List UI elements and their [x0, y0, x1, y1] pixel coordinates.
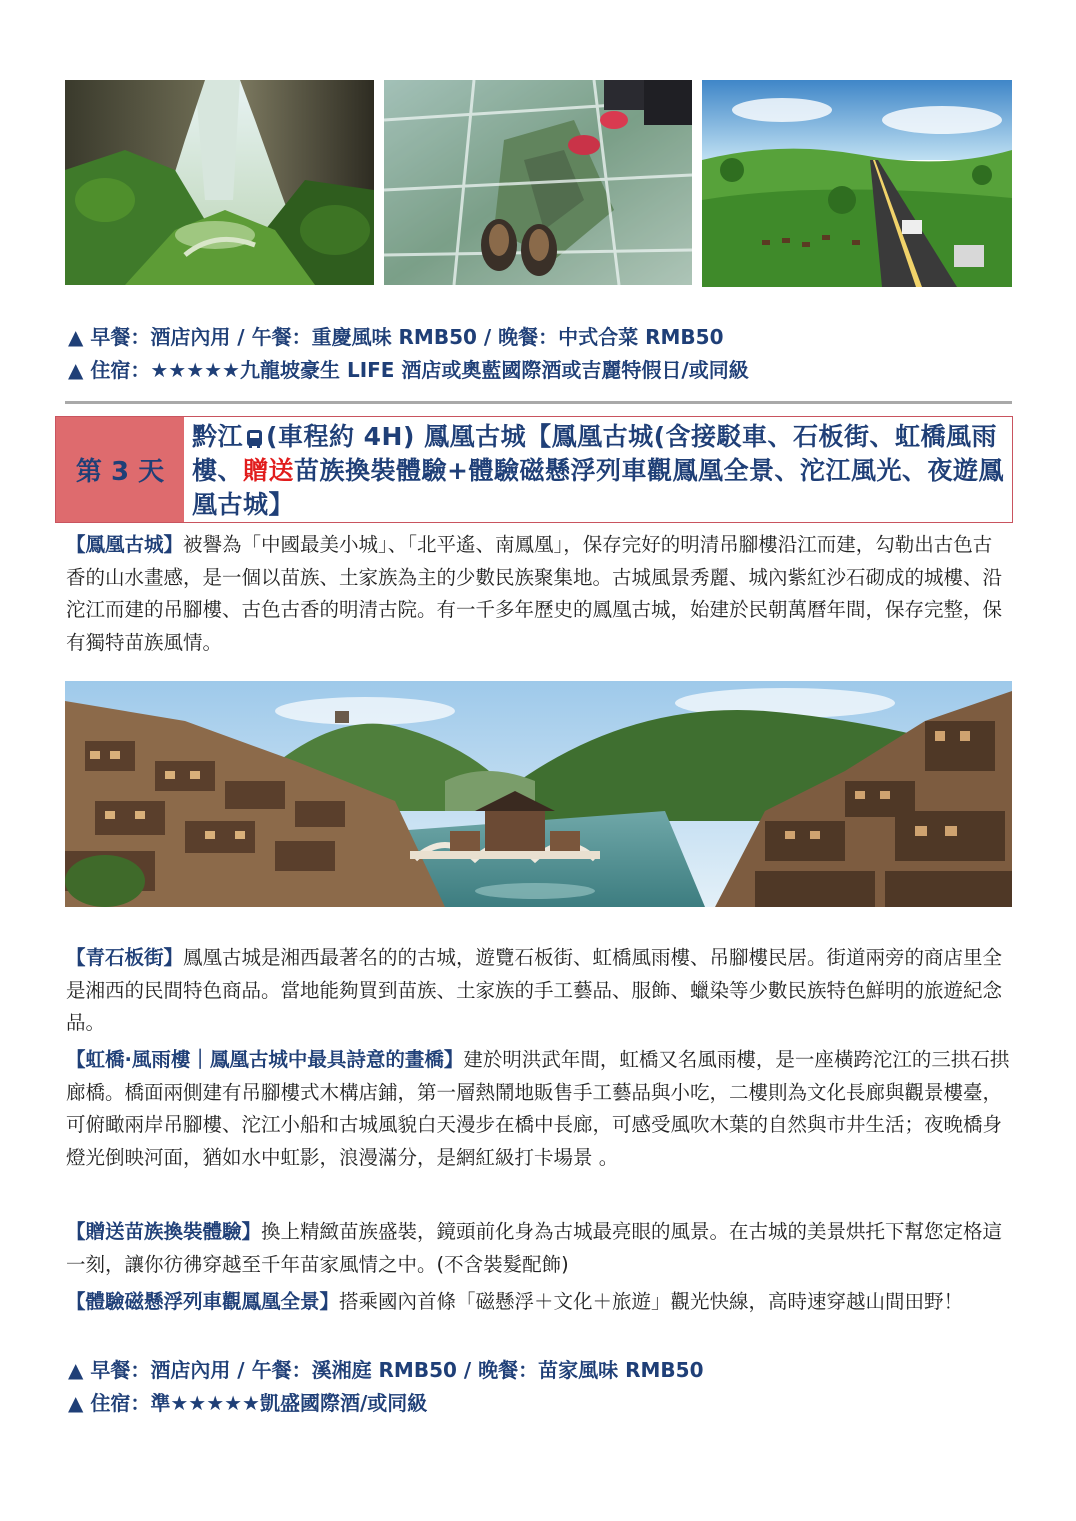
rainbow-bridge-text: 建於明洪武年間，虹橋又名風雨樓，是一座橫跨沱江的三拱石拱廊橋。橋面兩側建有吊腳樓式木構店鋪，第一層熱鬧地販售手工藝品與小吃，二樓則為文化長廊與觀景樓臺，可俯瞰兩岸吊腳樓、沱江小船和古城風貌白天漫步在橋中長廊，可感受風吹木葉的自然與市井生活；夜晚橋身燈光倒映河面，猶如水中虹影，浪漫滿分，是網紅級打卡場景 。 [66, 1048, 1010, 1169]
day-title-gift: 贈送 [243, 456, 295, 485]
fenghuang-panorama-photo [65, 681, 1012, 907]
costume-text: 換上精緻苗族盛裝，鏡頭前化身為古城最亮眼的風景。在古城的美景烘托下幫您定格這一刻，讓你彷彿穿越至千年苗家風情之中。(不含裝髮配飾) [66, 1220, 1003, 1276]
maglev-tag: 【體驗磁懸浮列車觀鳳凰全景】 [66, 1290, 340, 1313]
section-divider [65, 401, 1012, 404]
day-title [192, 420, 1007, 522]
day-badge: 第 3 天 [56, 417, 184, 522]
day2-hotel: ▲ 住宿：★★★★★九龍坡豪生 LIFE 酒店或奧藍國際酒或吉麗特假日/或同級 [68, 358, 749, 382]
day-title-part2: (車程約 4H) 鳳凰古城【鳳凰古城(含接駁車、石板街、虹橋風雨樓、 [192, 422, 998, 485]
glass-skywalk-photo [384, 80, 692, 285]
bus-icon [247, 430, 262, 446]
grassland-road-photo [702, 80, 1012, 287]
day-title-part3: 苗族換裝體驗+體驗磁懸浮列車觀鳳凰全景、沱江風光、夜遊鳳凰古城】 [192, 456, 1004, 519]
costume-tag: 【贈送苗族換裝體驗】 [66, 1220, 262, 1243]
fenghuang-text: 被譽為「中國最美小城」、「北平遙、南鳳凰」，保存完好的明清吊腳樓沿江而建，勾勒出古色古香的山水畫感，是一個以苗族、土家族為主的少數民族聚集地。古城風景秀麗、城內紫紅沙石砌成的城樓、沿沱江而建的吊腳樓、古色古香的明清古院。有一千多年歷史的鳳凰古城，始建於民朝萬曆年間，保存完整，保有獨特苗族風情。 [66, 533, 1003, 654]
fenghuang-intro [66, 529, 1011, 659]
stone-street-tag: 【青石板街】 [66, 946, 184, 969]
fenghuang-tag: 【鳳凰古城】 [66, 533, 184, 556]
rainbow-bridge-paragraph [66, 1044, 1011, 1174]
maglev-paragraph [66, 1286, 1011, 1319]
maglev-text: 搭乘國內首條「磁懸浮＋文化＋旅遊」觀光快線，高時速穿越山間田野！ [339, 1290, 964, 1313]
day2-meals: ▲ 早餐：酒店內用 / 午餐：重慶風味 RMB50 / 晚餐：中式合菜 RMB50 [68, 325, 724, 349]
day-title-part1: 黔江 [192, 422, 244, 451]
day-header [55, 416, 1013, 523]
stone-street-paragraph [66, 942, 1011, 1040]
rainbow-bridge-tag: 【虹橋·風雨樓｜鳳凰古城中最具詩意的畫橋】 [66, 1048, 464, 1071]
costume-paragraph [66, 1216, 1011, 1281]
stone-street-text: 鳳凰古城是湘西最著名的的古城，遊覽石板街、虹橋風雨樓、吊腳樓民居。街道兩旁的商店里全是湘西的民間特色商品。當地能夠買到苗族、土家族的手工藝品、服飾、蠟染等少數民族特色鮮明的旅遊紀念品。 [66, 946, 1003, 1034]
canyon-gorge-photo [65, 80, 374, 285]
day3-meals: ▲ 早餐：酒店內用 / 午餐：溪湘庭 RMB50 / 晚餐：苗家風味 RMB50 [68, 1358, 704, 1382]
day3-hotel: ▲ 住宿：準★★★★★凱盛國際酒/或同級 [68, 1391, 428, 1415]
